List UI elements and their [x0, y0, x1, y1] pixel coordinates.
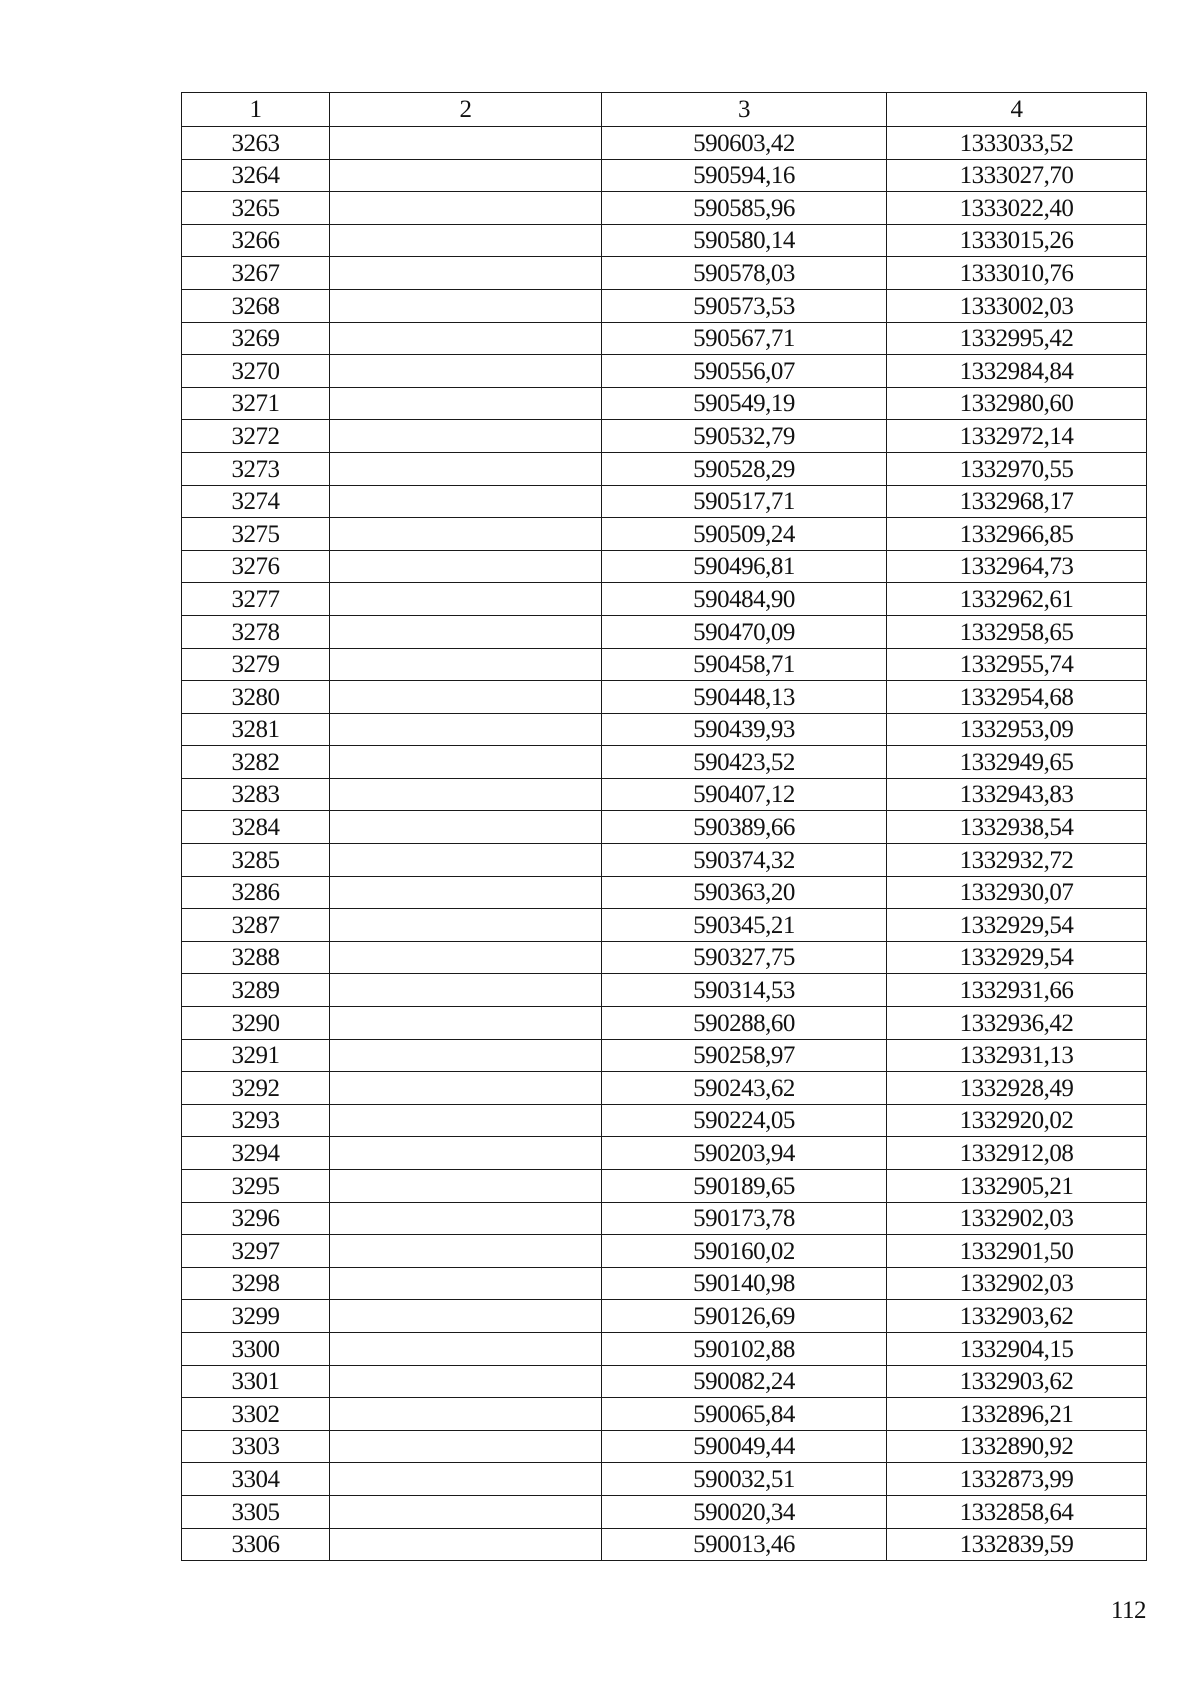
table-row — [182, 1495, 1147, 1528]
coordinate-x-cell: 590049,44 — [602, 1430, 887, 1463]
coordinate-x-cell: 590082,24 — [602, 1365, 887, 1398]
point-number-cell: 3296 — [182, 1202, 330, 1235]
table-row — [182, 1235, 1147, 1268]
column-header-2: 2 — [330, 93, 602, 127]
point-number-cell: 3282 — [182, 746, 330, 779]
column-2-cell — [330, 1495, 602, 1528]
coordinate-y-cell: 1332902,03 — [887, 1202, 1147, 1235]
column-header-3: 3 — [602, 93, 887, 127]
table-row — [182, 1039, 1147, 1072]
coordinate-x-cell: 590585,96 — [602, 192, 887, 225]
table-row — [182, 289, 1147, 322]
coordinate-x-cell: 590423,52 — [602, 746, 887, 779]
coordinate-y-cell: 1333002,03 — [887, 289, 1147, 322]
point-number-cell: 3299 — [182, 1300, 330, 1333]
point-number-cell: 3292 — [182, 1072, 330, 1105]
point-number-cell: 3271 — [182, 387, 330, 420]
coordinate-y-cell: 1333015,26 — [887, 224, 1147, 257]
column-2-cell — [330, 485, 602, 518]
coordinate-y-cell: 1332929,54 — [887, 941, 1147, 974]
coordinate-x-cell: 590189,65 — [602, 1170, 887, 1203]
coordinate-y-cell: 1332929,54 — [887, 909, 1147, 942]
point-number-cell: 3290 — [182, 1007, 330, 1040]
column-2-cell — [330, 1072, 602, 1105]
coordinate-y-cell: 1333022,40 — [887, 192, 1147, 225]
coordinate-y-cell: 1332955,74 — [887, 648, 1147, 681]
column-2-cell — [330, 876, 602, 909]
coordinate-y-cell: 1332903,62 — [887, 1300, 1147, 1333]
coordinate-x-cell: 590578,03 — [602, 257, 887, 290]
column-2-cell — [330, 1235, 602, 1268]
table-row — [182, 192, 1147, 225]
coordinate-x-cell: 590407,12 — [602, 778, 887, 811]
coordinate-y-cell: 1332896,21 — [887, 1398, 1147, 1431]
table-row — [182, 941, 1147, 974]
coordinate-x-cell: 590258,97 — [602, 1039, 887, 1072]
coordinate-y-cell: 1332890,92 — [887, 1430, 1147, 1463]
coordinates-table — [181, 92, 1147, 1561]
point-number-cell: 3269 — [182, 322, 330, 355]
point-number-cell: 3272 — [182, 420, 330, 453]
table-row — [182, 1007, 1147, 1040]
column-2-cell — [330, 518, 602, 551]
table-body — [182, 127, 1147, 1561]
point-number-cell: 3274 — [182, 485, 330, 518]
point-number-cell: 3281 — [182, 713, 330, 746]
coordinate-y-cell: 1332970,55 — [887, 452, 1147, 485]
column-2-cell — [330, 159, 602, 192]
column-2-cell — [330, 224, 602, 257]
coordinate-x-cell: 590517,71 — [602, 485, 887, 518]
table-row — [182, 224, 1147, 257]
coordinate-x-cell: 590573,53 — [602, 289, 887, 322]
column-2-cell — [330, 746, 602, 779]
column-2-cell — [330, 648, 602, 681]
table-row — [182, 1430, 1147, 1463]
coordinate-x-cell: 590065,84 — [602, 1398, 887, 1431]
column-2-cell — [330, 1202, 602, 1235]
table-row — [182, 909, 1147, 942]
column-header-1: 1 — [182, 93, 330, 127]
table-row — [182, 1137, 1147, 1170]
coordinate-y-cell: 1332962,61 — [887, 583, 1147, 616]
coordinate-y-cell: 1332928,49 — [887, 1072, 1147, 1105]
coordinate-y-cell: 1332972,14 — [887, 420, 1147, 453]
column-2-cell — [330, 355, 602, 388]
table-row — [182, 648, 1147, 681]
table-row — [182, 485, 1147, 518]
coordinate-x-cell: 590032,51 — [602, 1463, 887, 1496]
page-number: 112 — [1110, 1597, 1146, 1624]
column-2-cell — [330, 713, 602, 746]
point-number-cell: 3288 — [182, 941, 330, 974]
coordinate-x-cell: 590314,53 — [602, 974, 887, 1007]
table-row — [182, 1463, 1147, 1496]
column-2-cell — [330, 387, 602, 420]
coordinate-x-cell: 590126,69 — [602, 1300, 887, 1333]
coordinate-x-cell: 590448,13 — [602, 681, 887, 714]
coordinate-y-cell: 1333010,76 — [887, 257, 1147, 290]
table-row — [182, 1202, 1147, 1235]
column-2-cell — [330, 615, 602, 648]
coordinate-x-cell: 590556,07 — [602, 355, 887, 388]
table-row — [182, 811, 1147, 844]
coordinate-x-cell: 590102,88 — [602, 1332, 887, 1365]
coordinate-x-cell: 590243,62 — [602, 1072, 887, 1105]
coordinate-y-cell: 1332936,42 — [887, 1007, 1147, 1040]
column-2-cell — [330, 1300, 602, 1333]
point-number-cell: 3301 — [182, 1365, 330, 1398]
coordinate-y-cell: 1332930,07 — [887, 876, 1147, 909]
coordinate-x-cell: 590567,71 — [602, 322, 887, 355]
coordinate-y-cell: 1332901,50 — [887, 1235, 1147, 1268]
column-2-cell — [330, 909, 602, 942]
point-number-cell: 3276 — [182, 550, 330, 583]
table-row — [182, 1170, 1147, 1203]
coordinate-x-cell: 590528,29 — [602, 452, 887, 485]
column-2-cell — [330, 583, 602, 616]
coordinate-x-cell: 590020,34 — [602, 1495, 887, 1528]
coordinate-x-cell: 590389,66 — [602, 811, 887, 844]
table-row — [182, 355, 1147, 388]
table-row — [182, 1528, 1147, 1561]
coordinate-y-cell: 1332839,59 — [887, 1528, 1147, 1561]
table-row — [182, 681, 1147, 714]
point-number-cell: 3297 — [182, 1235, 330, 1268]
column-2-cell — [330, 1463, 602, 1496]
point-number-cell: 3270 — [182, 355, 330, 388]
coordinate-y-cell: 1332995,42 — [887, 322, 1147, 355]
table-header — [182, 93, 1147, 127]
coordinate-x-cell: 590594,16 — [602, 159, 887, 192]
coordinate-y-cell: 1332953,09 — [887, 713, 1147, 746]
point-number-cell: 3304 — [182, 1463, 330, 1496]
point-number-cell: 3285 — [182, 844, 330, 877]
point-number-cell: 3264 — [182, 159, 330, 192]
column-2-cell — [330, 681, 602, 714]
coordinate-y-cell: 1332984,84 — [887, 355, 1147, 388]
point-number-cell: 3279 — [182, 648, 330, 681]
column-2-cell — [330, 811, 602, 844]
table-row — [182, 452, 1147, 485]
coordinate-x-cell: 590603,42 — [602, 127, 887, 160]
table-row — [182, 1072, 1147, 1105]
column-2-cell — [330, 1007, 602, 1040]
table-row — [182, 1104, 1147, 1137]
coordinate-y-cell: 1332858,64 — [887, 1495, 1147, 1528]
table-row — [182, 844, 1147, 877]
column-2-cell — [330, 289, 602, 322]
point-number-cell: 3291 — [182, 1039, 330, 1072]
point-number-cell: 3268 — [182, 289, 330, 322]
table-row — [182, 1300, 1147, 1333]
point-number-cell: 3263 — [182, 127, 330, 160]
table-row — [182, 518, 1147, 551]
coordinate-y-cell: 1332873,99 — [887, 1463, 1147, 1496]
column-2-cell — [330, 1137, 602, 1170]
coordinate-y-cell: 1332964,73 — [887, 550, 1147, 583]
point-number-cell: 3300 — [182, 1332, 330, 1365]
table-row — [182, 876, 1147, 909]
coordinate-x-cell: 590224,05 — [602, 1104, 887, 1137]
point-number-cell: 3293 — [182, 1104, 330, 1137]
point-number-cell: 3273 — [182, 452, 330, 485]
point-number-cell: 3283 — [182, 778, 330, 811]
point-number-cell: 3294 — [182, 1137, 330, 1170]
coordinate-x-cell: 590173,78 — [602, 1202, 887, 1235]
column-2-cell — [330, 452, 602, 485]
column-2-cell — [330, 550, 602, 583]
column-2-cell — [330, 257, 602, 290]
column-2-cell — [330, 1332, 602, 1365]
coordinate-x-cell: 590549,19 — [602, 387, 887, 420]
table-header-row — [182, 93, 1147, 127]
table-row — [182, 420, 1147, 453]
column-2-cell — [330, 1430, 602, 1463]
point-number-cell: 3295 — [182, 1170, 330, 1203]
column-2-cell — [330, 192, 602, 225]
coordinate-y-cell: 1332980,60 — [887, 387, 1147, 420]
column-2-cell — [330, 1104, 602, 1137]
column-2-cell — [330, 974, 602, 1007]
table-row — [182, 1332, 1147, 1365]
coordinate-x-cell: 590345,21 — [602, 909, 887, 942]
point-number-cell: 3284 — [182, 811, 330, 844]
point-number-cell: 3305 — [182, 1495, 330, 1528]
coordinate-y-cell: 1333033,52 — [887, 127, 1147, 160]
coordinate-x-cell: 590374,32 — [602, 844, 887, 877]
coordinate-y-cell: 1332931,66 — [887, 974, 1147, 1007]
coordinate-y-cell: 1332931,13 — [887, 1039, 1147, 1072]
table-row — [182, 127, 1147, 160]
coordinate-x-cell: 590140,98 — [602, 1267, 887, 1300]
table-row — [182, 713, 1147, 746]
coordinate-y-cell: 1332954,68 — [887, 681, 1147, 714]
coordinate-x-cell: 590203,94 — [602, 1137, 887, 1170]
column-2-cell — [330, 1267, 602, 1300]
coordinate-y-cell: 1332949,65 — [887, 746, 1147, 779]
table-row — [182, 257, 1147, 290]
table-row — [182, 1398, 1147, 1431]
coordinate-y-cell: 1332943,83 — [887, 778, 1147, 811]
coordinate-x-cell: 590496,81 — [602, 550, 887, 583]
column-2-cell — [330, 778, 602, 811]
coordinate-y-cell: 1332920,02 — [887, 1104, 1147, 1137]
point-number-cell: 3286 — [182, 876, 330, 909]
table-row — [182, 159, 1147, 192]
table-row — [182, 1365, 1147, 1398]
point-number-cell: 3275 — [182, 518, 330, 551]
coordinate-x-cell: 590013,46 — [602, 1528, 887, 1561]
table-row — [182, 615, 1147, 648]
column-2-cell — [330, 1398, 602, 1431]
column-2-cell — [330, 420, 602, 453]
coordinate-x-cell: 590470,09 — [602, 615, 887, 648]
point-number-cell: 3267 — [182, 257, 330, 290]
table-row — [182, 778, 1147, 811]
table-row — [182, 550, 1147, 583]
coordinate-y-cell: 1332912,08 — [887, 1137, 1147, 1170]
coordinate-x-cell: 590532,79 — [602, 420, 887, 453]
coordinate-x-cell: 590458,71 — [602, 648, 887, 681]
point-number-cell: 3303 — [182, 1430, 330, 1463]
table-row — [182, 322, 1147, 355]
point-number-cell: 3277 — [182, 583, 330, 616]
table-row — [182, 583, 1147, 616]
coordinate-x-cell: 590160,02 — [602, 1235, 887, 1268]
point-number-cell: 3266 — [182, 224, 330, 257]
coordinate-y-cell: 1332932,72 — [887, 844, 1147, 877]
column-2-cell — [330, 941, 602, 974]
point-number-cell: 3306 — [182, 1528, 330, 1561]
coordinate-y-cell: 1332958,65 — [887, 615, 1147, 648]
column-2-cell — [330, 1365, 602, 1398]
column-2-cell — [330, 322, 602, 355]
coordinate-x-cell: 590327,75 — [602, 941, 887, 974]
coordinate-x-cell: 590484,90 — [602, 583, 887, 616]
column-2-cell — [330, 1039, 602, 1072]
point-number-cell: 3278 — [182, 615, 330, 648]
column-2-cell — [330, 844, 602, 877]
table-row — [182, 1267, 1147, 1300]
coordinate-x-cell: 590288,60 — [602, 1007, 887, 1040]
coordinate-x-cell: 590363,20 — [602, 876, 887, 909]
coordinate-y-cell: 1332903,62 — [887, 1365, 1147, 1398]
table-row — [182, 387, 1147, 420]
coordinate-y-cell: 1332904,15 — [887, 1332, 1147, 1365]
coordinate-y-cell: 1332966,85 — [887, 518, 1147, 551]
point-number-cell: 3265 — [182, 192, 330, 225]
column-2-cell — [330, 1170, 602, 1203]
coordinate-y-cell: 1332938,54 — [887, 811, 1147, 844]
column-2-cell — [330, 1528, 602, 1561]
point-number-cell: 3302 — [182, 1398, 330, 1431]
point-number-cell: 3289 — [182, 974, 330, 1007]
column-2-cell — [330, 127, 602, 160]
table-row — [182, 746, 1147, 779]
coordinate-x-cell: 590580,14 — [602, 224, 887, 257]
point-number-cell: 3298 — [182, 1267, 330, 1300]
point-number-cell: 3287 — [182, 909, 330, 942]
coordinate-y-cell: 1333027,70 — [887, 159, 1147, 192]
coordinate-y-cell: 1332905,21 — [887, 1170, 1147, 1203]
point-number-cell: 3280 — [182, 681, 330, 714]
table-row — [182, 974, 1147, 1007]
coordinate-y-cell: 1332968,17 — [887, 485, 1147, 518]
coordinate-x-cell: 590509,24 — [602, 518, 887, 551]
column-header-4: 4 — [887, 93, 1147, 127]
coordinate-y-cell: 1332902,03 — [887, 1267, 1147, 1300]
coordinate-x-cell: 590439,93 — [602, 713, 887, 746]
